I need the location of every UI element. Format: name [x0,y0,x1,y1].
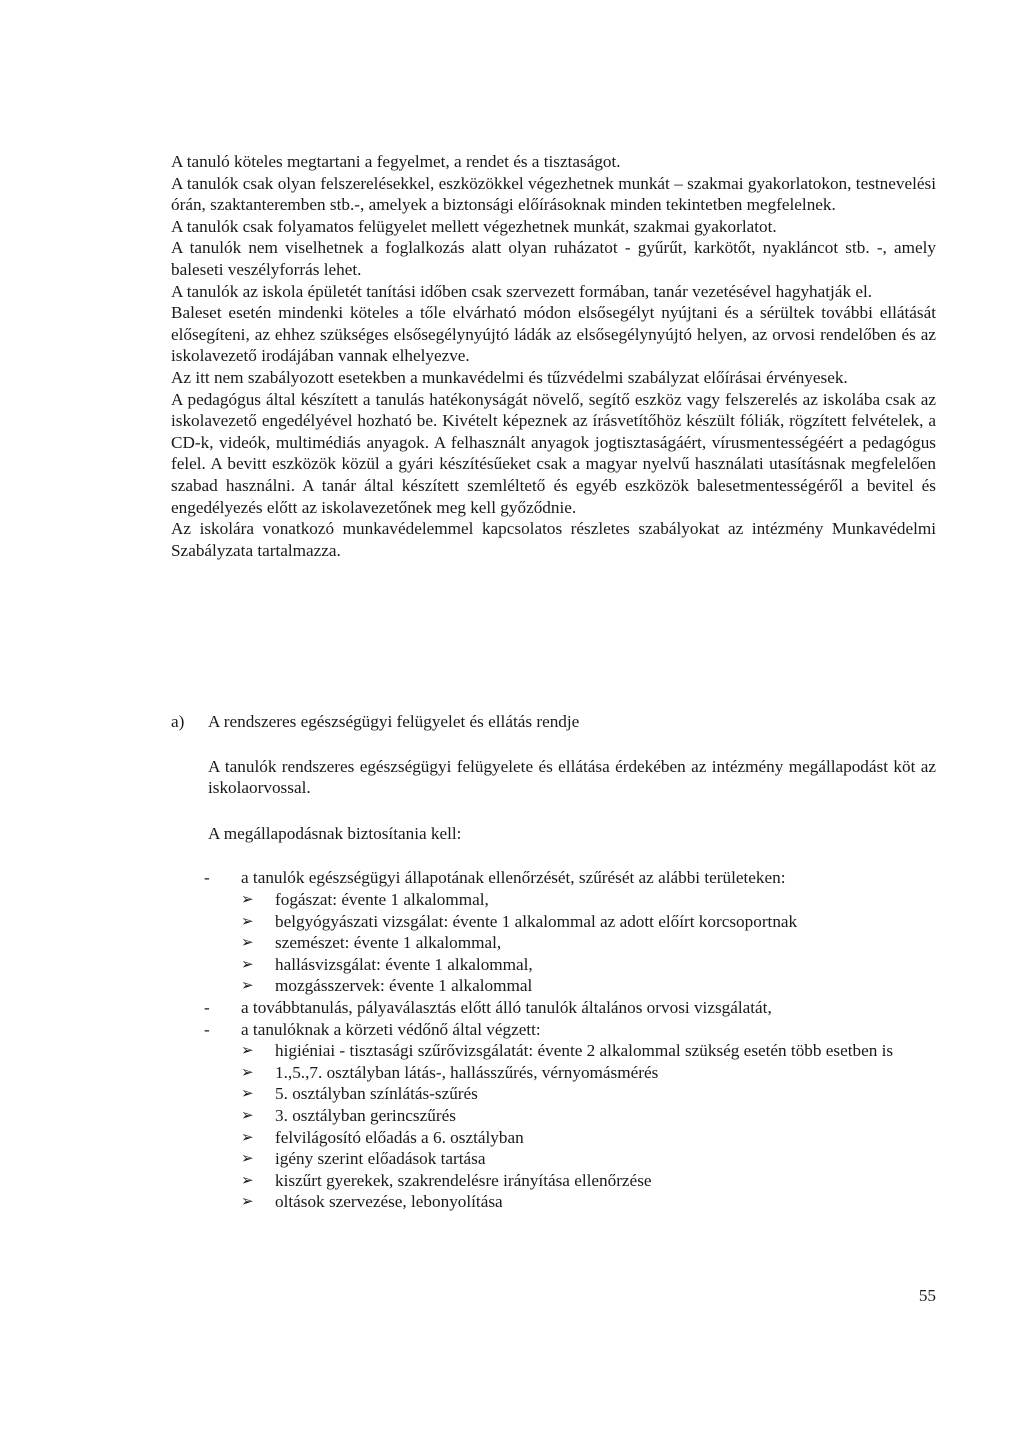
sub-list-item [241,1105,936,1127]
paragraph: A tanulók az iskola épületét tanítási időben csak szervezett formában, tanár vezetésével hagyhatják el. [171,281,873,301]
arrow-bullet-icon: ➢ [241,1170,254,1189]
dash-bullet: - [204,1019,210,1039]
sub-list-item-text: belgyógyászati vizsgálat: évente 1 alkalommal az adott előírt korcsoportnak [275,911,798,931]
sub-list-item-text: 1.,5.,7. osztályban látás-, hallásszűrés, vérnyomásmérés [275,1062,659,1082]
paragraph: A tanuló köteles megtartani a fegyelmet, a rendet és a tisztaságot. [171,152,621,171]
requirements-list [171,867,936,1213]
rules-text-block [171,151,936,561]
sub-list-item-text: igény szerint előadások tartása [275,1149,486,1169]
sub-list-item-text: 3. osztályban gerincszűrés [275,1105,456,1125]
requirements-lead: A megállapodásnak biztosítania kell: [208,823,462,843]
page-number: 55 [918,1286,936,1305]
paragraph: A pedagógus által készített a tanulás hatékonyságát növelő, segítő eszköz vagy felszerelés az iskolába csak az iskolavezető engedélyével hozható be. Kivételt képeznek az írásvetítőhöz készült fóliák, rögzített felvételek, a CD-k, videók, multimédiás anyagok. A felhasznált anyagok jogtisztaságáért, vírusmentességéért a pedagógus felel. A bevitt eszközök közül a gyári készítésűeket csak a magyar nyelvű használati utasításnak megfelelően szabad használni. A tanár által készített szemléltető és egyéb eszközök balesetmentességéről a bevitel és engedélyezés előtt az iskolavezetőnek meg kell győződnie. [171,389,936,517]
paragraph: A tanulók csak folyamatos felügyelet mellett végezhetnek munkát, szakmai gyakorlatot. [171,216,777,236]
list-item [171,1019,936,1213]
sub-list-item [241,1083,936,1105]
paragraph: A tanulók csak olyan felszerelésekkel, eszközökkel végezhetnek munkát – szakmai gyakorlatokon, testnevelési órán, szaktanteremben stb.-, amelyek a biztonsági előírásoknak minden tekintetben megfelelnek. [171,173,936,215]
sub-list-item [241,1040,936,1062]
dash-bullet: - [204,868,210,888]
sub-list-item-text: hallásvizsgálat: évente 1 alkalommal, [275,954,533,974]
arrow-bullet-icon: ➢ [241,933,254,952]
sub-list-item [241,1062,936,1084]
sub-list-item [241,1170,936,1192]
sub-list-item [241,954,936,976]
arrow-bullet-icon: ➢ [241,1084,254,1103]
sub-list-item-text: 5. osztályban színlátás-szűrés [275,1084,478,1104]
arrow-bullet-icon: ➢ [241,1062,254,1081]
dash-bullet: - [204,997,210,1017]
section-intro: A tanulók rendszeres egészségügyi felügyelete és ellátása érdekében az intézmény megállapodást köt az iskolaorvossal. [208,756,936,798]
sub-list-item-text: fogászat: évente 1 alkalommal, [275,889,489,909]
list-item [171,867,936,997]
arrow-bullet-icon: ➢ [241,1127,254,1146]
arrow-bullet-icon: ➢ [241,976,254,995]
list-item-text: a továbbtanulás, pályaválasztás előtt álló tanulók általános orvosi vizsgálatát, [241,997,772,1017]
arrow-bullet-icon: ➢ [241,1041,254,1060]
arrow-bullet-icon: ➢ [241,1105,254,1124]
sub-list [241,889,936,997]
sub-list-item-text: szemészet: évente 1 alkalommal, [275,933,502,953]
paragraph: Baleset esetén mindenki köteles a tőle elvárható módon elsősegélyt nyújtani és a sérültek további ellátását elősegíteni, az ehhez szükséges elsősegélynyújtó ládák az elsősegélynyújtó helyen, az orvosi rendelőben és az iskolavezető irodájában vannak elhelyezve. [171,303,936,366]
paragraph: A tanulók nem viselhetnek a foglalkozás alatt olyan ruházatot - gyűrűt, karkötőt, nyakláncot stb. -, amely baleseti veszélyforrás lehet. [171,238,936,279]
section-title: A rendszeres egészségügyi felügyelet és ellátás rendje [208,712,580,731]
sub-list-item-text: higiéniai - tisztasági szűrővizsgálatát: évente 2 alkalommal szükség esetén több esetben is [275,1041,894,1061]
sub-list-item [241,1191,936,1213]
sub-list-item [241,975,936,997]
paragraph: Az iskolára vonatkozó munkavédelemmel kapcsolatos részletes szabályokat az intézmény Munkavédelmi Szabályzata tartalmazza. [171,519,936,560]
health-supervision-section [171,711,936,1213]
section-heading [171,711,936,733]
arrow-bullet-icon: ➢ [241,954,254,973]
sub-list-item [241,1127,936,1149]
sub-list-item-text: felvilágosító előadás a 6. osztályban [275,1127,524,1147]
sub-list-item-text: mozgásszervek: évente 1 alkalommal [275,976,533,996]
arrow-bullet-icon: ➢ [241,889,254,908]
paragraph: Az itt nem szabályozott esetekben a munkavédelmi és tűzvédelmi szabályzat előírásai érvényesek. [171,367,848,387]
sub-list-item [241,1148,936,1170]
arrow-bullet-icon: ➢ [241,1149,254,1168]
sub-list-item-text: oltások szervezése, lebonyolítása [275,1192,503,1212]
section-marker: a) [171,712,185,731]
sub-list-item-text: kiszűrt gyerekek, szakrendelésre irányítása ellenőrzése [275,1170,652,1190]
sub-list-item [241,889,936,911]
arrow-bullet-icon: ➢ [241,1192,254,1211]
list-item-text: a tanulók egészségügyi állapotának ellenőrzését, szűrését az alábbi területeken: [241,868,786,888]
list-item-text: a tanulóknak a körzeti védőnő által végzett: [241,1019,541,1039]
sub-list-item [241,932,936,954]
sub-list [241,1040,936,1213]
sub-list-item [241,911,936,933]
arrow-bullet-icon: ➢ [241,911,254,930]
list-item [171,997,936,1019]
